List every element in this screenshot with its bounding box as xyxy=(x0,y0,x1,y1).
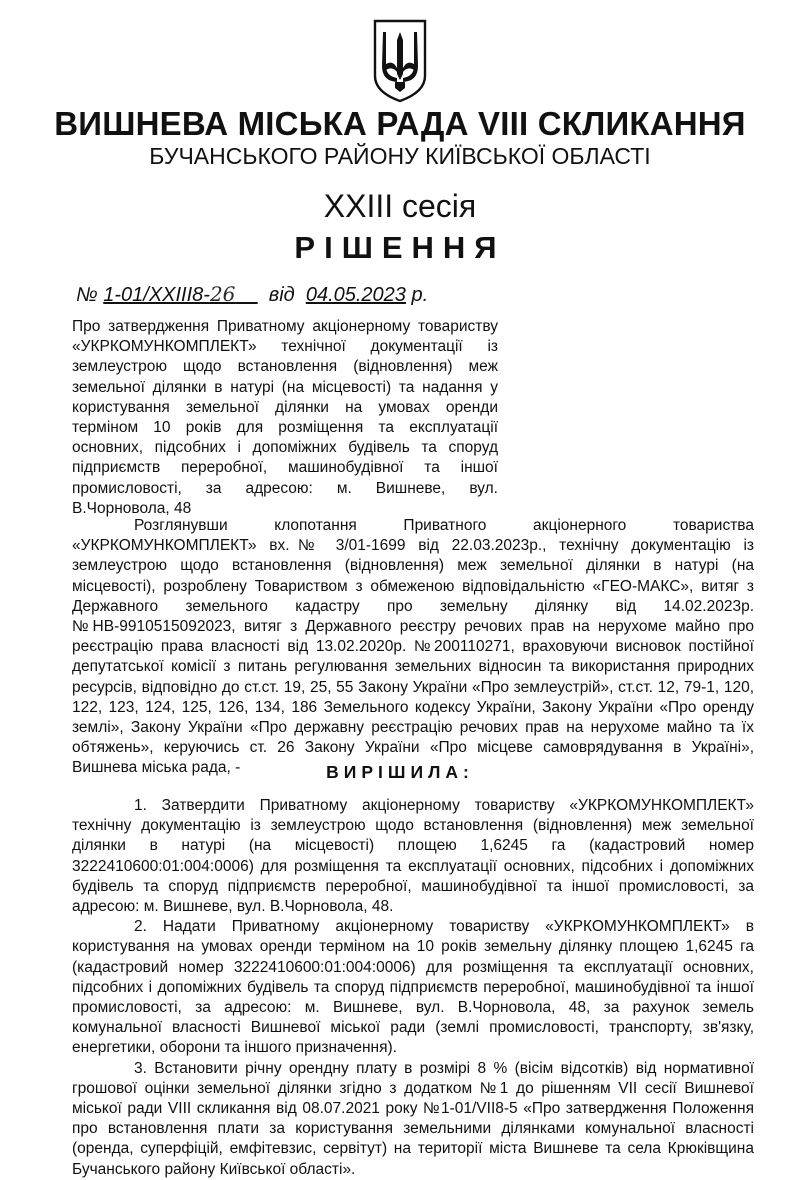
trident-emblem-icon xyxy=(371,18,429,104)
decision-item: 1. Затвердити Приватному акціонерному товариству «УКРКОМУНКОМПЛЕКТ» технічну документацію із землеустрою щодо встановлення (відновлення) меж земельної ділянки в натурі (на місцевості) площею 1,6245 га (кадастровий номер 3222410600:01:004:0006) для розміщення та експлуатації основних, підсобних і допоміжних будівель та споруд підприємств переробної, машинобудівної та іншої промисловості, за адресою: м. Вишневе, вул. В.Чорновола, 48. xyxy=(72,797,754,916)
decision-subject xyxy=(72,317,498,519)
decision-item: 3. Встановити річну орендну плату в розмірі 8 % (вісім відсотків) від нормативної грошової оцінки земельної ділянки згідно з додатком №1 до рішенням VII сесії Вишневої міської ради VIII скликання від 08.07.2021 року №1-01/VII8-5 «Про затвердження Положення про встановлення плати за користування земельними ділянками комунальної власності (оренда, суперфіцій, емфітевзис, сервітут) на території міста Вишневе та села Крюківщина Бучанського району Київської області». xyxy=(72,1059,754,1178)
year-suffix: р. xyxy=(411,284,429,306)
from-word: від xyxy=(268,284,295,306)
decision-item: 2. Надати Приватному акціонерному товариству «УКРКОМУНКОМПЛЕКТ» в користування на умовах оренди терміном на 10 років земельну ділянку площею 1,6245 га (кадастровий номер 3222410600:01:004:0006) для розміщення та експлуатації основних, підсобних і допоміжних будівель та споруд підприємств переробної, машинобудівної та іншої промисловості, за адресою: м. Вишневе, вул. В.Чорновола, 48, за рахунок земель комунальної власності Вишневої міської ради (землі промисловості, транспорту, зв'язку, енергетики, оборони та іншого призначення). xyxy=(72,918,754,1057)
resolved-heading: ВИРІШИЛА: xyxy=(326,762,474,782)
decision-items xyxy=(72,796,754,1180)
council-name: ВИШНЕВА МІСЬКА РАДА VIII СКЛИКАННЯ xyxy=(54,105,746,142)
document-number-line xyxy=(76,282,428,307)
district-name: БУЧАНСЬКОГО РАЙОНУ КИЇВСЬКОЇ ОБЛАСТІ xyxy=(149,143,651,169)
subject-text: Про затвердження Приватному акціонерному товариству «УКРКОМУНКОМПЛЕКТ» технічної документації із землеустрою щодо встановлення (відновлення) меж земельної ділянки в натурі (на місцевості) та надання у користування земельної ділянки на умовах оренди терміном 10 років для розміщення та експлуатації основних, підсобних і допоміжних будівель та споруд підприємств переробної, машинобудівної та іншої промисловості, за адресою: м. Вишневе, вул. В.Чорновола, 48 xyxy=(72,318,498,517)
preamble-paragraph: Розглянувши клопотання Приватного акціонерного товариства «УКРКОМУНКОМПЛЕКТ» вх.№ 3/01-1699 від 22.03.2023р., технічну документацію із землеустрою щодо встановлення (відновлення) меж земельної ділянки в натурі (на місцевості), розроблену Товариством з обмеженою відповідальністю «ГЕО-МАКС», витяг з Державного земельного кадастру про земельну ділянку від 14.02.2023р. №НВ-9910515092023, витяг з Державного реєстру речових прав на нерухоме майно про реєстрацію права власності від 13.02.2020р. №200110271, враховуючи висновок постійної депутатської комісії з питань регулювання земельних відносин та використання природних ресурсів, відповідно до ст.ст. 19, 25, 55 Закону України «Про землеустрій», ст.ст. 12, 79-1, 120, 122, 123, 124, 125, 126, 134, 186 Земельного кодексу України, Закону України «Про оренду землі», Закону України «Про державну реєстрацію речових прав на нерухоме майно та їх обтяжень», керуючись ст. 26 Закону України «Про місцеве самоврядування в Україні», Вишнева міська рада, - xyxy=(72,517,754,777)
decision-title: РІШЕННЯ xyxy=(294,230,506,265)
document-number: 1-01/XXIII8-26 xyxy=(103,282,236,306)
handwritten-number: 26 xyxy=(209,282,236,306)
session-title: XXIII сесія xyxy=(323,188,477,224)
document-date: 04.05.2023 xyxy=(305,284,406,306)
number-sign: № xyxy=(76,284,98,306)
